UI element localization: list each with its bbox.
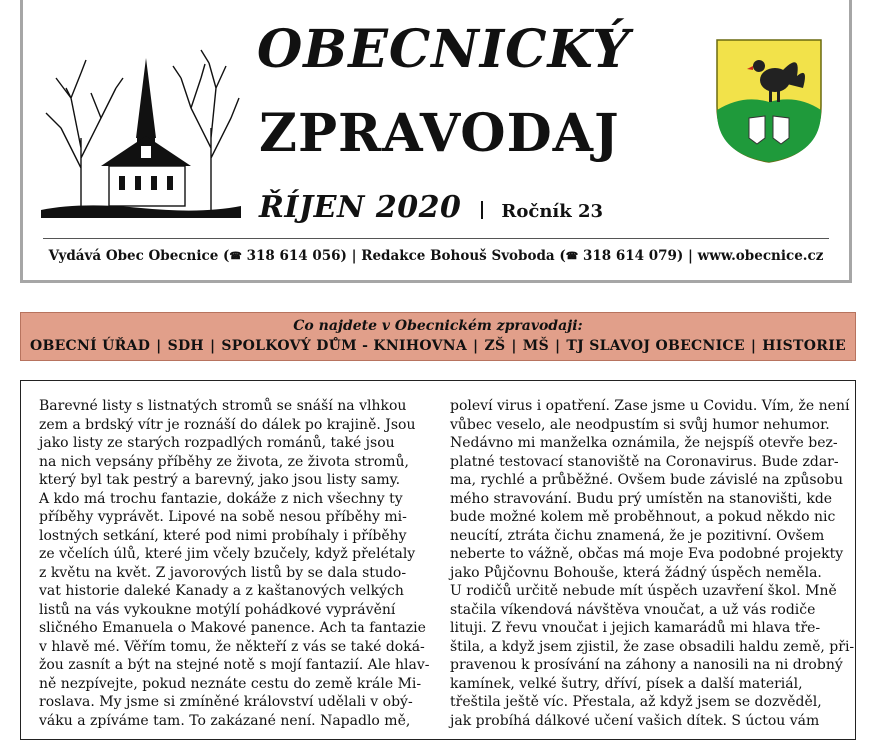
volume-label: Ročník 23 — [501, 201, 604, 222]
text-line: sličného Emanuela o Makové panence. Ach ta fantazie — [39, 620, 426, 636]
text-line: Nedávno mi manželka oznámila, že nejspíš otevře bez- — [450, 435, 838, 451]
text-line: kamínek, velké šutry, dříví, písek a další materiál, — [450, 675, 803, 692]
text-line: žou zasnít a být na stejné notě s mojí fantazií. Ale hlav- — [39, 657, 430, 673]
article-column-left — [39, 397, 429, 730]
section-separator: | — [555, 338, 561, 354]
text-line: třeštila ještě víc. Přestala, až když jsem se dozvěděl, — [450, 694, 822, 710]
text-line: neucítí, ztráta čichu znamená, že je pozitivní. Ovšem — [450, 527, 825, 544]
section-ms[interactable]: MŠ — [522, 338, 550, 354]
text-line: který byl tak pestrý a barevný, jako jsou listy samy. — [39, 472, 401, 488]
text-line: pravenou k prosívání na záhony a nanosili na ni drobný — [450, 657, 843, 673]
text-line: stačila víkendová návštěva vnoučat, a už vás rodiče — [450, 601, 816, 618]
issue-date: ŘÍJEN 2020 — [259, 190, 462, 225]
text-line: z květu na květ. Z javorových listů by se dala studo- — [39, 564, 407, 581]
text-line: poleví virus i opatření. Zase jsme u Covidu. Vím, že není — [450, 398, 850, 414]
publisher-phone: 318 614 056 — [246, 248, 341, 264]
section-sdh[interactable]: SDH — [167, 338, 204, 354]
publisher-line: Vydává Obec Obecnice (☎ 318 614 056) | Redakce Bohouš Svoboda (☎ 318 614 079) | www.obecnice.cz — [48, 248, 824, 264]
text-line: příběhy vyprávět. Lipové na sobě nesou příběhy mi- — [39, 509, 407, 525]
text-line: U rodičů určitě nebude mít úspěch uzavření škol. Mně — [450, 583, 837, 599]
text-line: vůbec veselo, ale neodpustím si svůj humor nehumor. — [450, 416, 830, 433]
text-line: na nich vepsány příběhy ze života, ze života stromů, — [39, 453, 410, 470]
text-line: ze včelích úlů, které jim včely bzučely, když přelétaly — [39, 546, 416, 562]
church-illustration — [41, 18, 241, 218]
text-line: váku a zpíváme tam. To zakázané není. Napadlo mě, — [39, 712, 411, 729]
section-obecni-urad[interactable]: OBECNÍ ÚŘAD — [29, 338, 151, 354]
text-line: vat historie daleké Kanady a z kaštanových velkých — [39, 583, 404, 599]
section-tj-slavoj[interactable]: TJ SLAVOJ OBECNICE — [566, 338, 745, 354]
masthead — [20, 0, 852, 283]
contents-banner — [20, 312, 856, 361]
issue-separator — [481, 201, 483, 219]
text-line: lituji. Z řevu vnoučat i jejich kamarádů mi hlava tře- — [450, 620, 821, 636]
editor-phone: 318 614 079 — [582, 248, 677, 264]
text-line: ně nezpívejte, pokud neznáte cestu do země krále Mi- — [39, 675, 422, 692]
section-separator: | — [473, 338, 479, 354]
text-line: platné testovací stanoviště na Coronavirus. Bude zdar- — [450, 453, 839, 470]
text-line: Barevné listy s listnatých stromů se snáší na vlhkou — [39, 398, 407, 414]
masthead-title-line2: ZPRAVODAJ — [259, 103, 620, 164]
text-line: zem a brdský vítr je roznáší do dálek po krajině. Jsou — [39, 416, 416, 433]
article-column-right — [450, 397, 855, 730]
masthead-title-line1: OBECNICKÝ — [257, 19, 631, 80]
text-line: lostných setkání, které pod nimi probíhaly i příběhy — [39, 527, 407, 544]
text-line: A kdo má trochu fantazie, dokáže z nich všechny ty — [39, 490, 403, 507]
text-line: bude možné kolem mě proběhnout, a pokud někdo nic — [450, 509, 836, 525]
website-link[interactable]: www.obecnice.cz — [697, 248, 824, 264]
contents-heading: Co najdete v Obecnickém zpravodaji: — [293, 318, 583, 334]
text-line: ma, rychlé a průběžné. Ovšem bude závislé na způsobu — [450, 472, 844, 488]
text-line: listů na vás vykoukne motýlí pohádkové vyprávění — [39, 601, 396, 618]
text-line: jako Půjčovnu Bohouše, která žádný úspěch neměla. — [450, 564, 822, 581]
text-line: jako listy ze starých rozpadlých románů, také jsou — [39, 435, 395, 451]
publisher-name: Vydává Obec Obecnice — [48, 248, 219, 264]
text-line: mého stravování. Budu prý umístěn na stanovišti, kde — [450, 490, 833, 507]
text-line: jak probíhá dálkové učení vašich dítek. S úctou vám — [450, 712, 820, 729]
text-line: neberte to vážně, občas má moje Eva podobné projekty — [450, 546, 844, 562]
section-separator: | — [209, 338, 216, 354]
section-spolkovy-dum[interactable]: SPOLKOVÝ DŮM - KNIHOVNA — [221, 338, 468, 354]
text-line: štila, a když jsem zjistil, že zase obsadili haldu země, při- — [450, 638, 855, 655]
text-line: v hlavě mé. Věřím tomu, že někteří z vás se také doká- — [39, 638, 425, 655]
section-historie[interactable]: HISTORIE — [762, 338, 847, 354]
section-separator: | — [511, 338, 517, 354]
editorial-article — [20, 380, 856, 740]
phone-icon: ☎ — [565, 251, 579, 262]
contents-sections — [21, 335, 855, 357]
section-zs[interactable]: ZŠ — [484, 338, 506, 354]
issue-line — [259, 190, 604, 225]
phone-icon: ☎ — [229, 251, 242, 262]
village-crest — [713, 36, 825, 164]
text-line: roslava. My jsme si zmíněné království udělali v obý- — [39, 694, 413, 710]
masthead-divider — [43, 238, 829, 239]
editor-name: Redakce Bohouš Svoboda — [361, 248, 555, 264]
section-separator: | — [156, 338, 162, 354]
section-separator: | — [750, 338, 757, 354]
